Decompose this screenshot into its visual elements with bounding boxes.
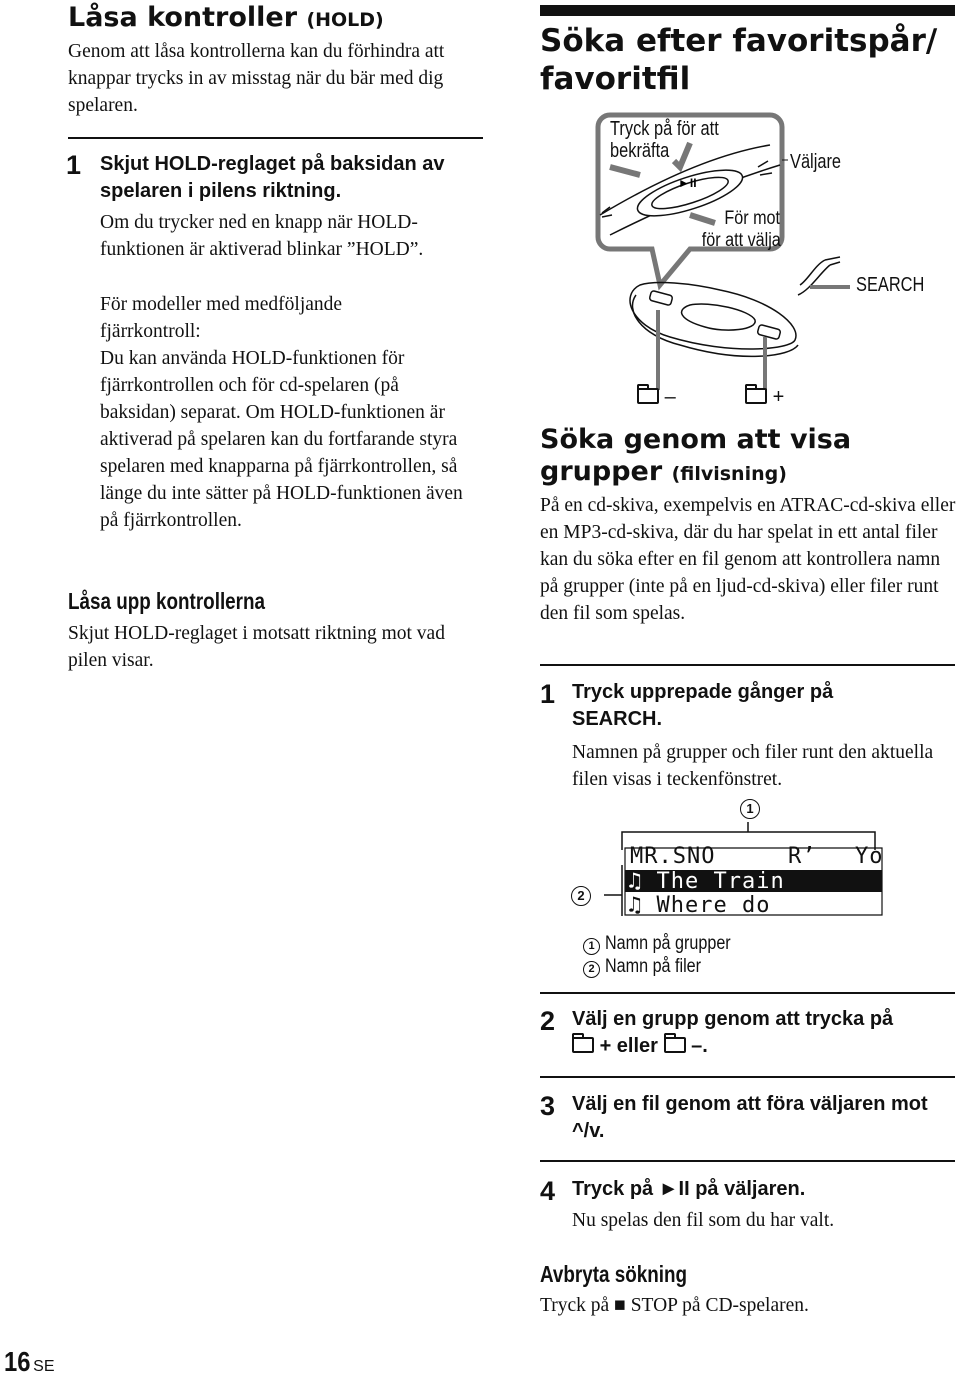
- right-step4-number: 4: [540, 1176, 556, 1206]
- callout-confirm-label: Tryck på för att bekräfta: [610, 118, 719, 162]
- right-step2-number: 2: [540, 1006, 556, 1036]
- lcd-file-2: Where do: [656, 893, 771, 918]
- play-pause-icon: ►II: [658, 1178, 690, 1200]
- page-number: 16 SE: [4, 1346, 55, 1377]
- right-step4-body: Nu spelas den fil som du har valt.: [572, 1210, 835, 1231]
- right-step2-title: Välj en grupp genom att trycka på + eller –.: [572, 1008, 894, 1057]
- left-title: [68, 2, 384, 36]
- lcd-group-1: MR.SNO: [630, 844, 716, 869]
- left-title-main: Låsa kontroller: [68, 2, 298, 33]
- legend-item-1: 1 Namn på grupper: [583, 932, 753, 955]
- cancel-heading: Avbryta sökning: [540, 1261, 688, 1287]
- lcd-marker-1: 1: [740, 799, 760, 819]
- left-intro: Genom att låsa kontrollerna kan du förhindra att knappar trycks in av misstag när du bär med dig spelaren.: [68, 41, 445, 116]
- remote-body: [630, 257, 840, 356]
- left-unlock-body: Skjut HOLD-reglaget i motsatt riktning mot vad pilen visar.: [68, 623, 445, 671]
- right-step1-number: 1: [540, 679, 556, 709]
- right-step3-title: Välj en fil genom att föra väljaren mot ^/v.: [572, 1093, 928, 1142]
- cancel-body: Tryck på ■ STOP på CD-spelaren.: [540, 1295, 809, 1316]
- folder-icon: [745, 388, 767, 404]
- lcd-group-3: Yo: [854, 844, 884, 869]
- folder-plus-label: +: [745, 386, 784, 409]
- play-pause-symbol: ►II: [678, 176, 697, 190]
- lcd-legend: [583, 932, 753, 978]
- legend-item-2: 2 Namn på filer: [583, 955, 753, 978]
- left-step1-rule: [68, 137, 483, 139]
- callout-select-label: För mot för att välja: [701, 208, 781, 251]
- stop-icon: ■: [614, 1295, 626, 1316]
- section-title: Söka genom att visa grupper (filvisning): [540, 424, 852, 487]
- right-step1-title: Tryck upprepade gånger på SEARCH.: [572, 681, 834, 730]
- right-step4-title: Tryck på ►II på väljaren.: [572, 1178, 806, 1200]
- lcd-group-row: [630, 844, 883, 869]
- right-title: Söka efter favoritspår/ favoritfil: [540, 23, 938, 97]
- lcd-file-row: [628, 893, 770, 918]
- left-step1-body: Om du trycker ned en knapp när HOLD-funktionen är aktiverad blinkar ”HOLD”.: [100, 212, 424, 260]
- left-remote-note-intro: För modeller med medföljande fjärrkontroll:: [100, 294, 343, 342]
- right-step2-rule: [540, 992, 955, 994]
- search-label: SEARCH: [856, 274, 925, 296]
- right-step4-rule: [540, 1160, 955, 1162]
- right-step1-rule: [540, 664, 955, 666]
- music-note-icon: ♫: [628, 893, 643, 918]
- select-arrow-left: [610, 167, 640, 175]
- folder-icon: [664, 1037, 686, 1053]
- folder-icon: [637, 388, 659, 404]
- lcd-group-2: R’: [787, 844, 817, 869]
- left-step1-number: 1: [66, 150, 82, 180]
- lcd-marker-2: 2: [571, 886, 591, 906]
- folder-minus-label: –: [637, 386, 676, 409]
- left-unlock-heading: Låsa upp kontrollerna: [68, 588, 266, 614]
- left-step1-title: Skjut HOLD-reglaget på baksidan av spelaren i pilens riktning.: [100, 153, 445, 202]
- left-title-suffix: (HOLD): [306, 9, 384, 31]
- music-note-icon: ♫: [628, 869, 643, 894]
- section-body: På en cd-skiva, exempelvis en ATRAC-cd-skiva eller en MP3-cd-skiva, där du har spelat in ett antal filer kan du söka efter en fil genom att kontrollera namn på grupper (inte på en ljud-cd-skiva) eller filer runt den fil som spelas.: [540, 495, 956, 624]
- right-top-bar: [540, 5, 955, 16]
- lcd-file-row-selected: [628, 869, 785, 894]
- remote-control-illustration: [540, 105, 960, 415]
- right-step3-number: 3: [540, 1091, 556, 1121]
- left-remote-note-body: Du kan använda HOLD-funktionen för fjärrkontrollen och för cd-spelaren (på baksidan) separat. Om HOLD-funktionen är aktiverad på spelaren kan du fortfarande styra spelaren med knapparna på fjärrkontrollen, så länge du inte sätter på HOLD-funktionen även på fjärrkontrollen.: [100, 348, 463, 531]
- right-step3-rule: [540, 1076, 955, 1078]
- lcd-file-1: The Train: [656, 869, 785, 894]
- right-step1-body: Namnen på grupper och filer runt den aktuella filen visas i teckenfönstret.: [572, 742, 934, 790]
- folder-icon: [572, 1037, 594, 1053]
- selector-label: Väljare: [790, 151, 842, 173]
